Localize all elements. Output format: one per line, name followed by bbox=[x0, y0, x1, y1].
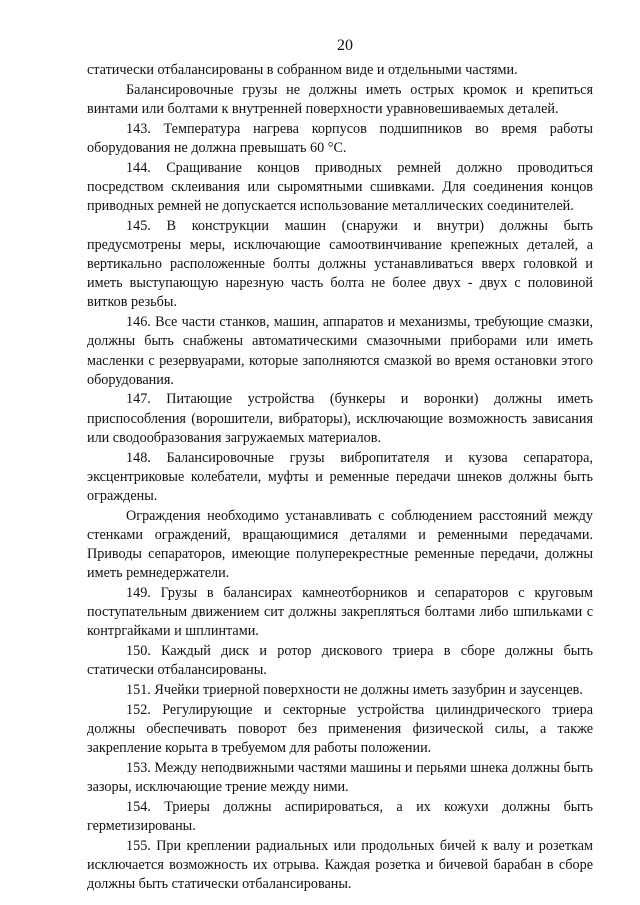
page-number: 20 bbox=[337, 37, 353, 54]
paragraph: Ограждения необходимо устанавливать с соблюдением расстояний между стенками ограждений, вращающимися деталями и ременными передачами. Приводы сепараторов, имеющие полуперекрестные ременные передачи, должны иметь ремнедержатели. bbox=[87, 507, 593, 582]
document-page bbox=[87, 36, 593, 895]
paragraph: 148. Балансировочные грузы вибропитателя и кузова сепаратора, эксцентриковые колебатели, муфты и ременные передачи шнеков должны быть ограждены. bbox=[87, 449, 593, 504]
paragraph: 153. Между неподвижными частями машины и перьями шнека должны быть зазоры, исключающие трение между ними. bbox=[87, 759, 593, 796]
paragraph: 143. Температура нагрева корпусов подшипников во время работы оборудования не должна превышать 60 °С. bbox=[87, 120, 593, 156]
paragraph: 144. Сращивание концов приводных ремней должно проводиться посредством склеивания или сыромятными сшивками. Для соединения концов приводных ремней не допускается использование металлических соединителей. bbox=[87, 159, 593, 214]
document-body bbox=[87, 61, 593, 894]
paragraph: статически отбалансированы в собранном виде и отдельными частями. bbox=[87, 62, 518, 78]
paragraph: 155. При креплении радиальных или продольных бичей к валу и розеткам исключается возможность их отрыва. Каждая розетка и бичевой барабан в сборе должны быть статически отбалансированы. bbox=[87, 837, 593, 893]
paragraph: 149. Грузы в балансирах камнеотборников и сепараторов с круговым поступательным движением сит должны закрепляться болтами либо шпильками с контргайками и шплинтами. bbox=[87, 584, 593, 640]
paragraph: Балансировочные грузы не должны иметь острых кромок и крепиться винтами или болтами к внутренней поверхности уравновешиваемых деталей. bbox=[87, 81, 593, 117]
paragraph: 152. Регулирующие и секторные устройства цилиндрического триера должны обеспечивать поворот без применения физической силы, а также закрепление корыта в требуемом для работы положении. bbox=[87, 701, 593, 757]
paragraph: 151. Ячейки триерной поверхности не должны иметь зазубрин и заусенцев. bbox=[126, 682, 583, 698]
paragraph: 145. В конструкции машин (снаружи и внутри) должны быть предусмотрены меры, исключающие самоотвинчивание крепежных деталей, а вертикально расположенные болты должны устанавливаться вверх головкой и иметь выступающую нарезную часть болта не более двух - двух с половиной витков резьбы. bbox=[87, 217, 593, 311]
paragraph: 150. Каждый диск и ротор дискового триера в сборе должны быть статически отбалансированы. bbox=[87, 643, 593, 679]
paragraph: 154. Триеры должны аспирироваться, а их кожухи должны быть герметизированы. bbox=[87, 798, 593, 834]
paragraph: 147. Питающие устройства (бункеры и воронки) должны иметь приспособления (ворошители, вибраторы), исключающие возможность зависания или сводообразования загружаемых материалов. bbox=[87, 391, 593, 446]
paragraph: 146. Все части станков, машин, аппаратов и механизмы, требующие смазки, должны быть снабжены автоматическими смазочными приборами или иметь масленки с резервуарами, которые заполняются смазкой во время остановки этого оборудования. bbox=[87, 314, 593, 388]
